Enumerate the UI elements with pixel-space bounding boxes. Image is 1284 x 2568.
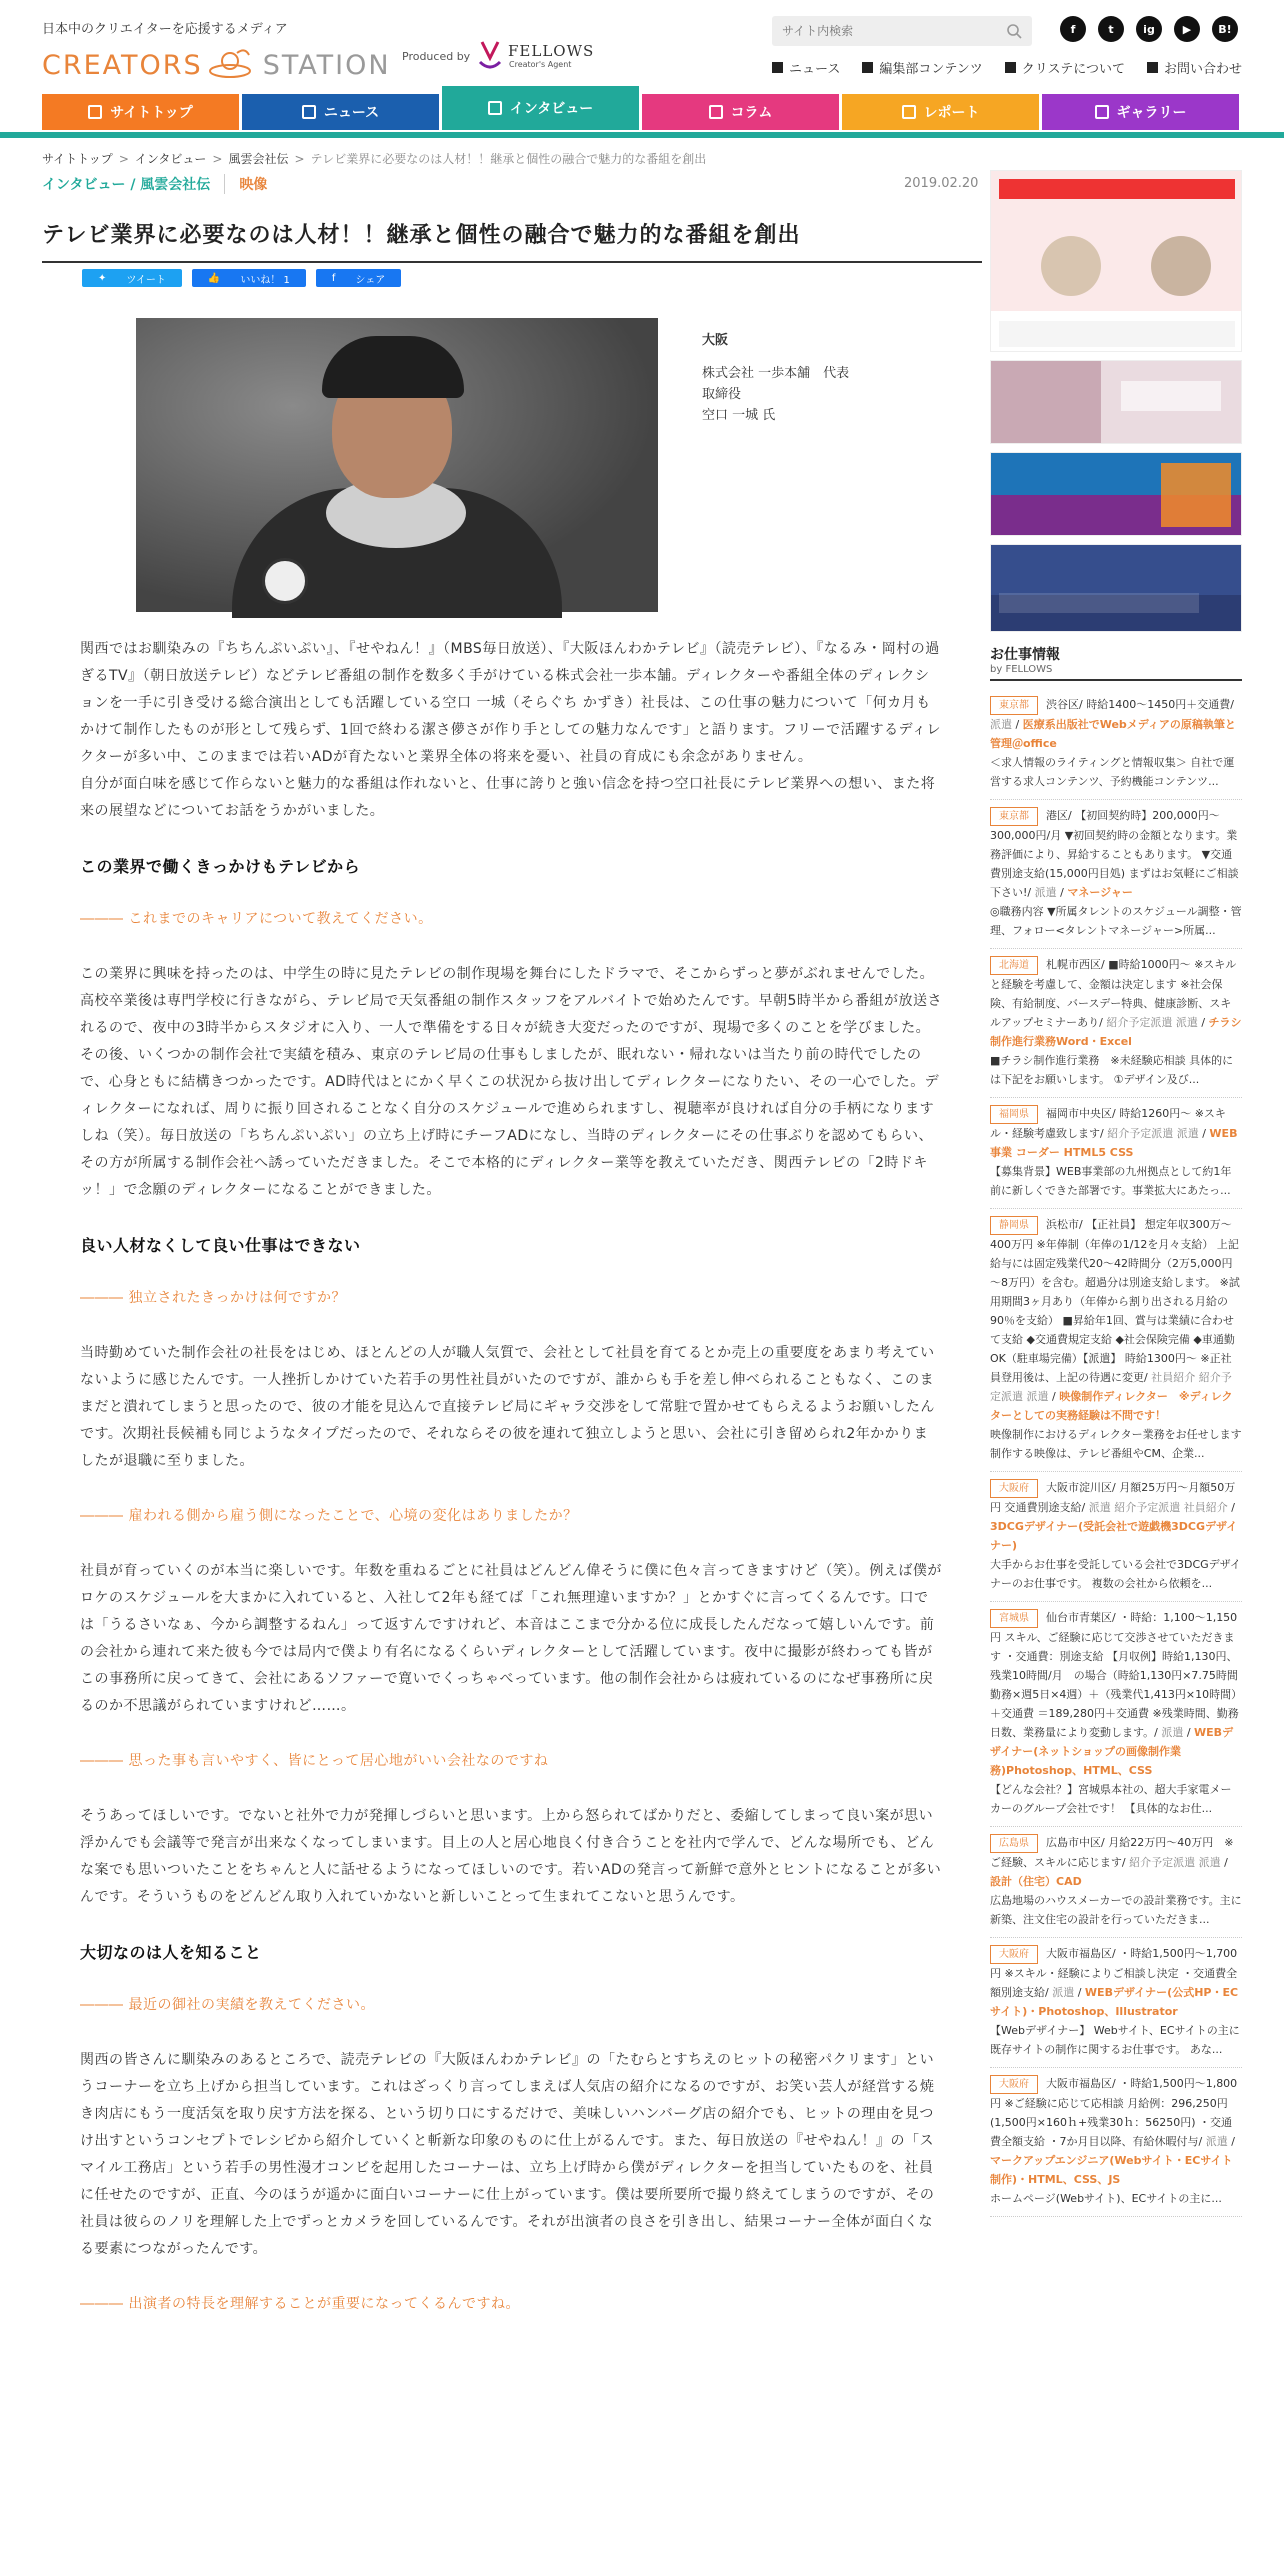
- banner-ad[interactable]: [990, 170, 1242, 352]
- job-text: 福岡市中央区/ 時給1260円～ ※スキル・経験考慮致します/: [990, 1107, 1226, 1140]
- job-pref: 東京都: [990, 807, 1038, 826]
- job-desc: ＜求人情報のライティングと情報収集＞ 自社で運営する求人コンテンツ、予約機能コンテンツ...: [990, 756, 1235, 788]
- hatena-icon[interactable]: B!: [1212, 16, 1238, 42]
- mail-icon: [1147, 62, 1158, 73]
- twitter-icon: ✦: [98, 272, 107, 284]
- site-tagline: 日本中のクリエイターを応援するメディア: [42, 22, 288, 37]
- toplink-news[interactable]: [772, 58, 840, 77]
- job-tag: 派遣 紹介予定派遣 社員紹介: [1088, 1501, 1228, 1514]
- sidebar: [990, 170, 1242, 2217]
- job-title: WEB事業 コーダー HTML5 CSS: [990, 1127, 1238, 1159]
- chat-icon: [1005, 62, 1016, 73]
- section-heading: 良い人材なくして良い仕事はできない: [80, 1236, 361, 1255]
- paragraph: 当時勤めていた制作会社の社長をはじめ、ほとんどの人が職人気質で、会社として社員を育てるとか売上の重要度をあまり考えていないように感じたんです。一人挫折しかけていた若手の男性社員がいたのですが、誰からも手を差し伸べられることもなく、このままだと潰れてしまうと思ったので、彼の才能を見込んで直接テレビ局にギャラ交渉をして常駐で置かせてもらえるようお願いしたんです。次期社長候補も同じようなタイプだったので、それならその彼を連れて独立しようと思い、会社に引き留められ2年かかりましたが退職に至りました。: [80, 1345, 935, 1469]
- job-pref: 宮城県: [990, 1609, 1038, 1628]
- question: ――― 最近の御社の実績を教えてください。: [80, 1997, 375, 2013]
- interview-photo: [136, 318, 658, 612]
- paragraph: そうあってほしいです。でないと社外で力が発揮しづらいと思います。上から怒られてばかりだと、委縮してしまって良い案が思い浮かんでも会議等で発言が出来なくなってしまいます。目上の人と居心地良く付き合うことを社内で学んで、どんな場所でも、どんな案でも思いついたことをちゃんと人に話せるようになってほしいのです。若いADの発言って新鮮で意外とヒントになることが多いんです。そういうものをどんどん取り入れていかないと新しいことって生まれてこないと思うんです。: [80, 1808, 942, 1905]
- job-title: 設計（住宅）CAD: [990, 1875, 1082, 1888]
- produced-by-label: Produced by: [402, 50, 471, 63]
- job-tag: 紹介予定派遣 派遣: [1107, 1127, 1199, 1140]
- job-desc: 【募集背景】WEB事業部の九州拠点として約1年前に新しくできた部署です。事業拡大にあたっ...: [990, 1165, 1232, 1197]
- job-item[interactable]: 静岡県 浜松市/ 【正社員】 想定年収300万～400万円 ※年俸制（年俸の1/12を月々支給） 上記給与には固定残業代20～42時間分（2万5,000円～8万円）を含む。超過分は別途支給します。 ※試用期間3ヶ月あり（年俸から割り出される月給の90％を支給） ■昇給年1回、賞与は業績に合わせて支給 ◆交通費規定支給 ◆社会保険完備 ◆車通勤OK（駐車場完備）【派遣】 時給1300円～ ※正社員登用後は、上記の待遇に変更/ 社員紹介 紹介予定派遣 派遣 / 映像制作ディレクター ※ディレクターとしての実務経験は不問です！ 映像制作におけるディレクター業務をお任せします 制作する映像は、テレビ番組やCM、企業...: [990, 1209, 1242, 1472]
- logo-text-right: STATION: [262, 49, 391, 81]
- job-tag: 派遣: [990, 718, 1012, 731]
- image-icon: [1095, 105, 1109, 119]
- job-desc: ホームページ(Webサイト)、ECサイトの主に...: [990, 2192, 1222, 2205]
- search-box: [772, 16, 1032, 46]
- top-links: [772, 58, 1242, 77]
- logo-mark-icon: [207, 45, 253, 85]
- thumbs-up-icon: 👍: [207, 272, 221, 284]
- nav-column[interactable]: [642, 94, 839, 130]
- fellows-mark-icon: [476, 38, 504, 72]
- nav-report-label: レポート: [923, 105, 980, 121]
- job-tag: 派遣: [1161, 1726, 1184, 1739]
- search-icon[interactable]: [1006, 23, 1022, 39]
- nav-report[interactable]: [842, 94, 1039, 130]
- job-tag: 紹介予定派遣 派遣: [1106, 1016, 1198, 1029]
- job-item[interactable]: 大阪府 大阪市淀川区/ 月額25万円～月額50万円 交通費別途支給/ 派遣 紹介予定派遣 社員紹介 / 3DCGデザイナー(受託会社で遊戯機3DCGデザイナー) 大手からお仕事を受託している会社で3DCGデザイナーのお仕事です。 複数の会社から依頼を...: [990, 1472, 1242, 1602]
- job-tag: 派遣: [1205, 2135, 1228, 2148]
- nav-interview-label: インタビュー: [509, 101, 594, 117]
- job-tag: 派遣: [1052, 1986, 1075, 1999]
- news-icon: [302, 105, 316, 119]
- fb-share-label: シェア: [355, 274, 386, 286]
- toplink-contact-label: お問い合わせ: [1163, 62, 1242, 77]
- article-body: [80, 636, 942, 2346]
- job-title: 映像制作ディレクター ※ディレクターとしての実務経験は不問です！: [990, 1390, 1233, 1422]
- tweet-button[interactable]: [82, 269, 182, 287]
- nav-gallery[interactable]: [1042, 94, 1239, 130]
- breadcrumb-item[interactable]: サイトトップ: [42, 152, 113, 166]
- pen-icon: [488, 101, 502, 115]
- job-pref: 広島県: [990, 1834, 1038, 1853]
- fellows-logo[interactable]: [476, 38, 596, 76]
- job-text: 大阪市福島区/ ・時給1,500円～1,700円 ※スキル・経験によりご相談し決定 ・交通費全額別途支給/: [990, 1947, 1238, 1999]
- job-desc: 映像制作におけるディレクター業務をお任せします 制作する映像は、テレビ番組やCM、企業...: [990, 1428, 1242, 1460]
- question: ――― 独立されたきっかけは何ですか？: [80, 1290, 346, 1306]
- jobs-title: お仕事情報: [990, 647, 1060, 663]
- fellows-name: FELLOWS: [508, 42, 595, 60]
- job-tag: 社員紹介 紹介予定派遣 派遣: [990, 1371, 1232, 1403]
- job-pref: 福岡県: [990, 1105, 1038, 1124]
- toplink-contact[interactable]: [1147, 58, 1242, 77]
- job-tag: 紹介予定派遣 派遣: [1129, 1856, 1221, 1869]
- job-item[interactable]: 大阪府 大阪市福島区/ ・時給1,500円～1,800円 ※ご経験に応じて応相談 月給例：296,250円(1,500円×160ｈ+残業30ｈ：56250円) ・交通費全額支給 ・7か月目以降、有給休暇付与/ 派遣 / マークアップエンジニア(Webサイト・ECサイト制作)・HTML、CSS、JS ホームページ(Webサイト)、ECサイトの主に...: [990, 2068, 1242, 2217]
- jobs-subtitle: by FELLOWS: [990, 664, 1242, 681]
- section-heading: この業界で働くきっかけもテレビから: [80, 857, 361, 876]
- job-item[interactable]: 宮城県 仙台市青葉区/ ・時給：1,100～1,150円 スキル、ご経験に応じて交渉させていただきます ・交通費：別途支給 【月収例】時給1,130円、残業10時間/月 の場合（時給1,130円×7.75時間勤務×週5日×4週）＋（残業代1,413円×10時間）＋交通費 ＝189,280円＋交通費 ※残業時間、勤務日数、業務量により変動します。/ 派遣 / WEBデザイナー(ネットショップの画像制作業務)Photoshop、HTML、CSS 【どんな会社？】宮城県本社の、超大手家電メーカーのグループ会社です！ 【具体的なお仕...: [990, 1602, 1242, 1827]
- job-pref: 北海道: [990, 956, 1038, 975]
- nav-site-top-label: サイトトップ: [110, 105, 193, 121]
- job-item[interactable]: 広島県 広島市中区/ 月給22万円～40万円 ※ご経験、スキルに応じます/ 紹介予定派遣 派遣 / 設計（住宅）CAD 広島地場のハウスメーカーでの設計業務です。主に新築、注文住宅の設計を行っていただきま...: [990, 1827, 1242, 1938]
- job-text: 仙台市青葉区/ ・時給：1,100～1,150円 スキル、ご経験に応じて交渉させていただきます ・交通費：別途支給 【月収例】時給1,130円、残業10時間/月 の場合（時給1,130円×7.75時間勤務×週5日×4週）＋（残業代1,413円×10時間）＋交通費 ＝189,280円＋交通費 ※残業時間、勤務日数、業務量により変動します。/: [990, 1611, 1239, 1739]
- interviewee-location: 大阪: [702, 333, 729, 348]
- like-label: いいね！ 1: [240, 274, 290, 286]
- job-text: 渋谷区/ 時給1400～1450円＋交通費/: [1046, 698, 1234, 711]
- toplink-about[interactable]: [1005, 58, 1125, 77]
- subcategory-link[interactable]: 映像: [224, 174, 267, 194]
- toplink-editorial[interactable]: [862, 58, 982, 77]
- job-title: マネージャー: [1067, 886, 1133, 899]
- question: ――― これまでのキャリアについて教えてください。: [80, 911, 433, 927]
- tweet-label: ツイート: [126, 274, 166, 286]
- banner-ad[interactable]: [990, 452, 1242, 536]
- job-text: 港区/ 【初回契約時】200,000円～300,000円/月 ▼初回契約時の金額となります。業務評価により、昇給することもあります。 ▼交通費別途支給(15,000円目処) まずはお気軽にご相談下さい!/: [990, 809, 1239, 899]
- toplink-editorial-label: 編集部コンテンツ: [879, 62, 983, 77]
- paragraph: 自分が面白味を感じて作らないと魅力的な番組は作れないと、仕事に誇りと強い信念を持つ空口社長にテレビ業界への想い、また将来の展望などについてお話をうかがいました。: [80, 776, 936, 819]
- job-title: マークアップエンジニア(Webサイト・ECサイト制作)・HTML、CSS、JS: [990, 2154, 1233, 2186]
- site-logo[interactable]: [42, 42, 391, 88]
- instagram-icon[interactable]: ig: [1136, 16, 1162, 42]
- like-button[interactable]: [192, 269, 306, 287]
- logo-text-left: CREATORS: [42, 49, 203, 81]
- toplink-news-label: ニュース: [789, 62, 841, 77]
- job-item[interactable]: 大阪府 大阪市福島区/ ・時給1,500円～1,700円 ※スキル・経験によりご相談し決定 ・交通費全額別途支給/ 派遣 / WEBデザイナー(公式HP・ECサイト)・Photoshop、Illustrator 【Webデザイナー】 Webサイト、ECサイトの主に既存サイトの制作に関するお仕事です。 あな...: [990, 1938, 1242, 2068]
- facebook-icon[interactable]: f: [1060, 16, 1086, 42]
- toplink-about-label: クリステについて: [1021, 62, 1125, 77]
- news-icon: [772, 62, 783, 73]
- fellows-sub: Creator's Agent: [509, 60, 572, 69]
- job-text: 浜松市/ 【正社員】 想定年収300万～400万円 ※年俸制（年俸の1/12を月々支給） 上記給与には固定残業代20～42時間分（2万5,000円～8万円）を含む。超過分は別途支給します。 ※試用期間3ヶ月あり（年俸から割り出される月給の90％を支給） ■昇給年1回、賞与は業績に合わせて支給 ◆交通費規定支給 ◆社会保険完備 ◆車通勤OK（駐車場完備）【派遣】 時給1300円～ ※正社員登用後は、上記の待遇に変更/: [990, 1218, 1240, 1384]
- nav-news-label: ニュース: [323, 105, 380, 121]
- breadcrumb-item[interactable]: インタビュー: [134, 152, 207, 166]
- breadcrumb-item[interactable]: 風雲会社伝: [228, 152, 289, 166]
- job-desc: 広島地場のハウスメーカーでの設計業務です。主に新築、注文住宅の設計を行っていただきま...: [990, 1894, 1242, 1926]
- job-tag: 派遣: [1034, 886, 1057, 899]
- question: ――― 雇われる側から雇う側になったことで、心境の変化はありましたか？: [80, 1508, 578, 1524]
- breadcrumb-current: テレビ業界に必要なのは人材！！継承と個性の融合で魅力的な番組を創出: [310, 152, 707, 166]
- post-date: 2019.02.20: [904, 176, 979, 191]
- section-heading: 大切なのは人を知ること: [80, 1943, 262, 1962]
- paragraph: この業界に興味を持ったのは、中学生の時に見たテレビの制作現場を舞台にしたドラマで、そこからずっと夢がぶれませんでした。高校卒業後は専門学校に行きながら、テレビ局で天気番組の制作スタッフをアルバイトで始めたんです。早朝5時半から番組が放送されるので、夜中の3時半からスタジオに入り、一人で準備をする日々が続き大変だったのですが、現場で多くのことを学びました。その後、いくつかの制作会社で実績を積み、東京のテレビ局の仕事もしましたが、眠れない・帰れないは当たり前の時代でしたので、心身ともに結構きつかったです。AD時代はとにかく早くこの状況から抜け出してディレクターになりたい、その一心でした。ディレクターになれば、周りに振り回されることなく自分のスケジュールで進められますし、視聴率が良ければ自分の手柄になりますしね（笑）。毎日放送の「ちちんぷいぷい」の立ち上げ時にチーフADになし、当時のディレクターにその仕事ぶりを認めてもらい、その方が所属する制作会社へ誘っていただきました。そこで本格的にディレクター業等を教えていただき、関西テレビの「2時ドキッ！」で念願のディレクターになることができました。: [80, 966, 942, 1198]
- fb-share-button[interactable]: [316, 269, 401, 287]
- job-pref: 大阪府: [990, 2075, 1038, 2094]
- main-nav: [0, 90, 1284, 138]
- youtube-icon[interactable]: ▶: [1174, 16, 1200, 42]
- breadcrumb: サイトトップ > インタビュー > 風雲会社伝 > テレビ業界に必要なのは人材！！継承と個性の融合で魅力的な番組を創出: [42, 152, 707, 166]
- banner-ad[interactable]: [990, 360, 1242, 444]
- job-item[interactable]: 東京都 港区/ 【初回契約時】200,000円～300,000円/月 ▼初回契約時の金額となります。業務評価により、昇給することもあります。 ▼交通費別途支給(15,000円目処) まずはお気軽にご相談下さい!/ 派遣 / マネージャー ◎職務内容 ▼所属タレントのスケジュール調整・管理、フォロー<タレントマネージャー>所属...: [990, 800, 1242, 949]
- job-item[interactable]: 北海道 札幌市西区/ ■時給1000円～ ※スキルと経験を考慮して、金額は決定します ※社会保険、有給制度、バースデー特典、健康診断、スキルアップセミナーあり/ 紹介予定派遣 派遣 / チラシ制作進行業務Word・Excel ■チラシ制作進行業務 ※未経験応相談 具体的には下記をお願いします。 ①デザイン及び...: [990, 949, 1242, 1098]
- nav-column-label: コラム: [730, 105, 773, 121]
- banner-ad[interactable]: [990, 544, 1242, 632]
- search-input[interactable]: [772, 16, 992, 46]
- category-row: [42, 174, 267, 194]
- job-item[interactable]: 福岡県 福岡市中央区/ 時給1260円～ ※スキル・経験考慮致します/ 紹介予定派遣 派遣 / WEB事業 コーダー HTML5 CSS 【募集背景】WEB事業部の九州拠点として約1年前に新しくできた部署です。事業拡大にあたっ...: [990, 1098, 1242, 1209]
- interviewee-name: 空口 一城 氏: [702, 408, 776, 423]
- job-pref: 静岡県: [990, 1216, 1038, 1235]
- job-title: 3DCGデザイナー(受託会社で遊戯機3DCGデザイナー): [990, 1520, 1238, 1552]
- twitter-icon[interactable]: t: [1098, 16, 1124, 42]
- interviewee-role: 取締役: [702, 387, 742, 402]
- job-pref: 東京都: [990, 696, 1038, 715]
- job-desc: ◎職務内容 ▼所属タレントのスケジュール調整・管理、フォロー<タレントマネージャー>所属...: [990, 905, 1242, 937]
- job-desc: 【Webデザイナー】 Webサイト、ECサイトの主に既存サイトの制作に関するお仕事です。 あな...: [990, 2024, 1240, 2056]
- job-title: チラシ制作進行業務Word・Excel: [990, 1016, 1242, 1048]
- page-title: テレビ業界に必要なのは人材！！継承と個性の融合で魅力的な番組を創出: [42, 218, 982, 263]
- job-desc: 大手からお仕事を受託している会社で3DCGデザイナーのお仕事です。 複数の会社から依頼を...: [990, 1558, 1241, 1590]
- job-text: 大阪市淀川区/ 月額25万円～月額50万円 交通費別途支給/: [990, 1481, 1236, 1514]
- paragraph: 関西ではお馴染みの『ちちんぷいぷい』、『せやねん！』（MBS毎日放送）、『大阪ほんわかテレビ』（読売テレビ）、『なるみ・岡村の過ぎるTV』（朝日放送テレビ）などテレビ番組の制作を数多く手がけている株式会社一歩本舗。ディレクターや番組全体のディレクションを一手に引き受ける総合演出としても活躍している空口 一城（そらぐち かずき）社長は、この仕事の魅力について「何カ月もかけて制作したものが形として残らず、1回で終わる潔さ儚さが作り手としての魅力なんです」と語ります。フリーで活躍するディレクターが多い中、このままでは若いADが育たないと業界全体の将来を憂い、社員の育成にも余念がありません。: [80, 641, 941, 765]
- paragraph: 社員が育っていくのが本当に楽しいです。年数を重ねるごとに社員はどんどん偉そうに僕に色々言ってきますけど（笑）。例えば僕がロケのスケジュールを大まかに入れていると、入社して2年も経てば「これ無理違いますか？」とかすぐに言ってくるんです。口では「うるさいなぁ、今から調整するねん」って返すんですけれど、本音はここまで分かる位に成長したんだなって嬉しいんです。前の会社から連れて来た彼も今では局内で僕より有名になるくらいディレクターとして活躍しています。夜中に撮影が終わっても皆がこの事務所に戻ってきて、会社にあるソファーで寛いでくっちゃべっています。他の制作会社からは疲れているのになぜ事務所に戻るのか不思議がられていますけれど……。: [80, 1563, 942, 1714]
- nav-site-top[interactable]: [42, 94, 239, 130]
- job-title: WEBデザイナー(公式HP・ECサイト)・Photoshop、Illustrator: [990, 1986, 1239, 2018]
- question: ――― 思った事も言いやすく、皆にとって居心地がいい会社なのですね: [80, 1753, 549, 1769]
- nav-news[interactable]: [242, 94, 439, 130]
- paragraph: 関西の皆さんに馴染みのあるところで、読売テレビの『大阪ほんわかテレビ』の「たむらとすちえのヒットの秘密パクリます」というコーナーを立ち上げから担当しています。これはざっくり言ってしまえば人気店の紹介になるのですが、お笑い芸人が経営する焼き肉店にもう一度活気を取り戻す方法を探る、という切り口にするだけで、美味しいハンバーグ店の紹介でも、ヒットの理由を見つけ出すというコンセプトでレシピから紹介していくと斬新な印象のものに仕上がるんです。また、毎日放送の『せやねん！』の「スマイル工務店」という若手の男性漫才コンビを起用したコーナーは、立ち上げ時から僕がディレクターを担当していたものを、社員に任せたのですが、正直、今のほうが遥かに面白いコーナーに仕上がっています。僕は要所要所で撮り終えてしまうのですが、その社員は彼らのノリを理解した上でずっとカメラを回しているんです。それが出演者の良さを引き出し、結果コーナー全体が面白くなる要素につながったんです。: [80, 2052, 935, 2257]
- interviewee-info: [702, 330, 849, 426]
- nav-gallery-label: ギャラリー: [1116, 105, 1187, 121]
- cup-icon: [709, 105, 723, 119]
- job-title: WEBデザイナー(ネットショップの画像制作業務)Photoshop、HTML、CSS: [990, 1726, 1234, 1777]
- social-links: [1060, 16, 1238, 42]
- job-item[interactable]: 東京都 渋谷区/ 時給1400～1450円＋交通費/ 派遣 / 医療系出版社でWebメディアの原稿執筆と管理＠office ＜求人情報のライティングと情報収集＞ 自社で運営する求人コンテンツ、予約機能コンテンツ...: [990, 689, 1242, 800]
- home-icon: [88, 105, 102, 119]
- question: ――― 出演者の特長を理解することが重要になってくるんですね。: [80, 2296, 520, 2312]
- share-buttons: [82, 269, 401, 287]
- job-desc: ■チラシ制作進行業務 ※未経験応相談 具体的には下記をお願いします。 ①デザイン及び...: [990, 1054, 1234, 1086]
- job-text: 札幌市西区/ ■時給1000円～ ※スキルと経験を考慮して、金額は決定します ※社会保険、有給制度、バースデー特典、健康診断、スキルアップセミナーあり/: [990, 958, 1237, 1029]
- nav-interview[interactable]: [442, 86, 639, 130]
- job-title: 医療系出版社でWebメディアの原稿執筆と管理＠office: [990, 718, 1236, 750]
- category-link[interactable]: インタビュー / 風雲会社伝: [42, 177, 211, 193]
- job-text: 広島市中区/ 月給22万円～40万円 ※ご経験、スキルに応じます/: [990, 1836, 1234, 1869]
- pencil-icon: [902, 105, 916, 119]
- job-pref: 大阪府: [990, 1479, 1038, 1498]
- job-text: 大阪市福島区/ ・時給1,500円～1,800円 ※ご経験に応じて応相談 月給例：296,250円(1,500円×160ｈ+残業30ｈ：56250円) ・交通費全額支給 ・7か月目以降、有給休暇付与/: [990, 2077, 1238, 2148]
- interviewee-company: 株式会社 一歩本舗 代表: [702, 366, 850, 381]
- job-desc: 【どんな会社？】宮城県本社の、超大手家電メーカーのグループ会社です！ 【具体的なお仕...: [990, 1783, 1232, 1815]
- edit-icon: [862, 62, 873, 73]
- facebook-icon: f: [331, 272, 336, 284]
- job-pref: 大阪府: [990, 1945, 1038, 1964]
